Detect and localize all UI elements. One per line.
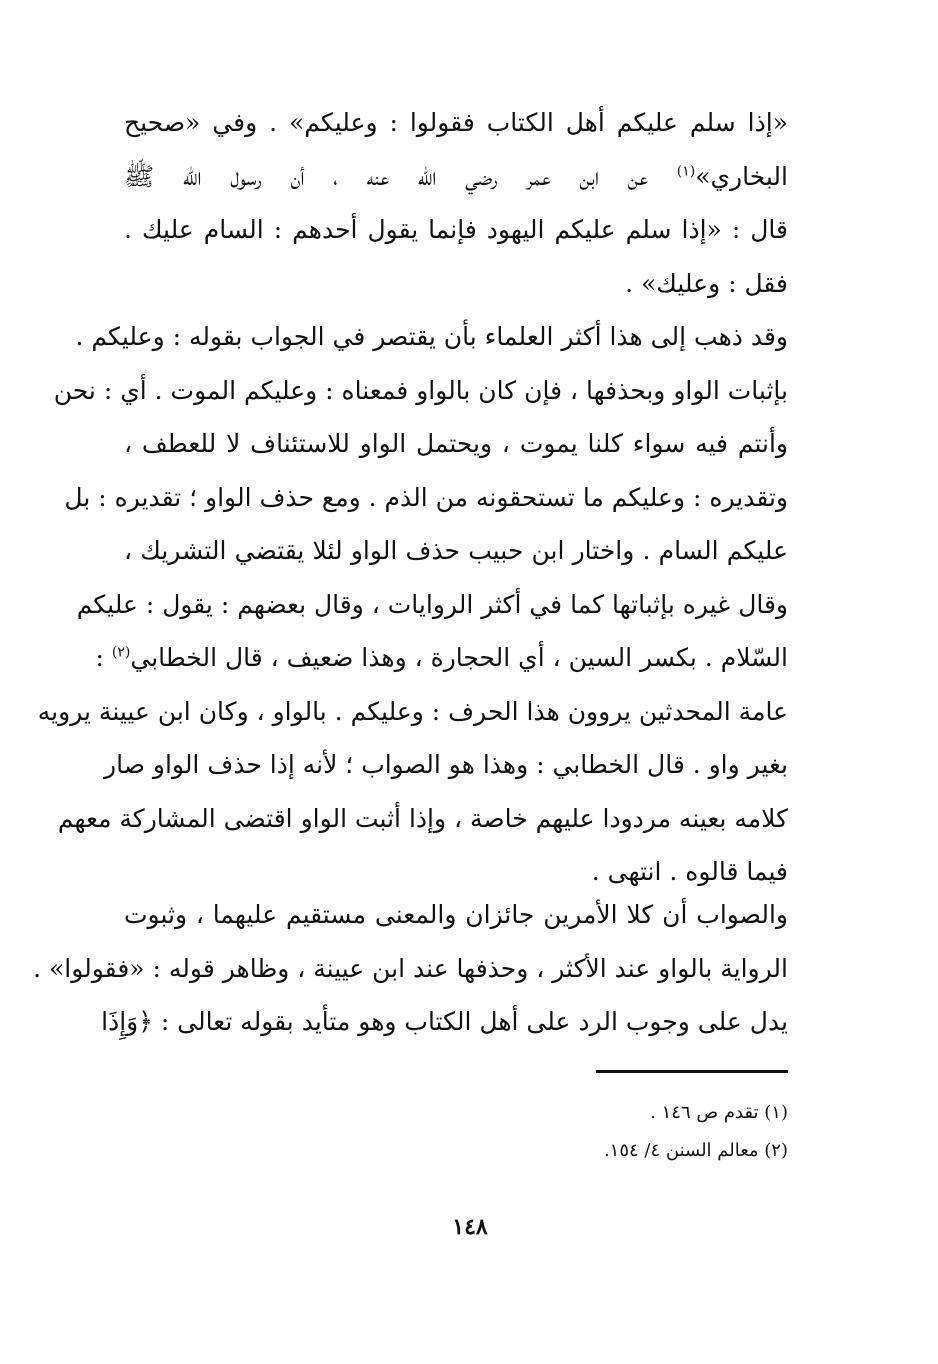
text-line <box>95 631 788 685</box>
footnote-separator <box>596 1070 788 1073</box>
text-fragment: : <box>95 643 112 672</box>
text-line: فقل : وعليك» . <box>625 268 788 298</box>
paragraph-1 <box>124 96 788 310</box>
text-line: وقال غيره بإثباتها كما في أكثر الروايات ، وقال بعضهم : يقول : عليكم <box>76 589 788 619</box>
text-line: يدل على وجوب الرد على أهل الكتاب وهو متأيد بقوله تعالى : ﴿وَإِذَا <box>101 1007 788 1036</box>
text-line: فيما قالوه . انتهى . <box>591 857 788 886</box>
footnotes <box>424 1094 788 1170</box>
footnote-1: (١) تقدم ص ١٤٦ . <box>650 1102 788 1123</box>
text-line: وتقديره : وعليكم ما تستحقونه من الذم . ومع حذف الواو ؛ تقديره : بل <box>64 482 788 512</box>
page-number: ١٤٨ <box>452 1214 488 1240</box>
text-line: عامة المحدثين يروون هذا الحرف : وعليكم . بالواو ، وكان ابن عيينة يرويه <box>37 696 788 726</box>
text-line: بغير واو . قال الخطابي : وهذا هو الصواب ؛ لأنه إذا حذف الواو صار <box>104 750 788 779</box>
text-line: والصواب أن كلا الأمرين جائزان والمعنى مستقيم عليهما ، وثبوت <box>124 900 788 929</box>
paragraph-2 <box>37 310 788 899</box>
paragraph-3 <box>33 888 788 1049</box>
text-line <box>124 150 788 204</box>
text-line: عليكم السام . واختار ابن حبيب حذف الواو لئلا يقتضي التشريك ، <box>124 536 788 565</box>
text-line: الرواية بالواو عند الأكثر ، وحذفها عند ابن عيينة ، وظاهر قوله : «فقولوا» . <box>33 953 788 983</box>
text-line: «إذا سلم عليكم أهل الكتاب فقولوا : وعليكم» . وفي «صحيح <box>124 108 788 137</box>
footnote-ref-2[interactable]: (٢) <box>111 644 131 661</box>
text-line: بإثبات الواو وبحذفها ، فإن كان بالواو فمعناه : وعليكم الموت . أي : نحن <box>53 375 788 405</box>
text-fragment: عن ابن عمر رضي الله عنه ، أن رسول الله ﷺ <box>124 161 677 191</box>
footnote-2: (٢) معالم السنن ٤/ ١٥٤. <box>603 1140 788 1161</box>
text-line: قال : «إذا سلم عليكم اليهود فإنما يقول أحدهم : السام عليك . <box>124 215 788 244</box>
text-line: وأنتم فيه سواء كلنا يموت ، ويحتمل الواو للاستئناف لا للعطف ، <box>124 429 788 458</box>
text-fragment: البخاري» <box>695 161 788 191</box>
text-line: وقد ذهب إلى هذا أكثر العلماء بأن يقتصر في الجواب بقوله : وعليكم . <box>75 322 788 351</box>
footnote-ref-1[interactable]: (١) <box>676 163 696 180</box>
text-line: كلامه بعينه مردودا عليهم خاصة ، وإذا أثبت الواو اقتضى المشاركة معهم <box>57 803 788 833</box>
text-fragment: السّلام . بكسر السين ، أي الحجارة ، وهذا ضعيف ، قال الخطابي <box>130 643 788 672</box>
